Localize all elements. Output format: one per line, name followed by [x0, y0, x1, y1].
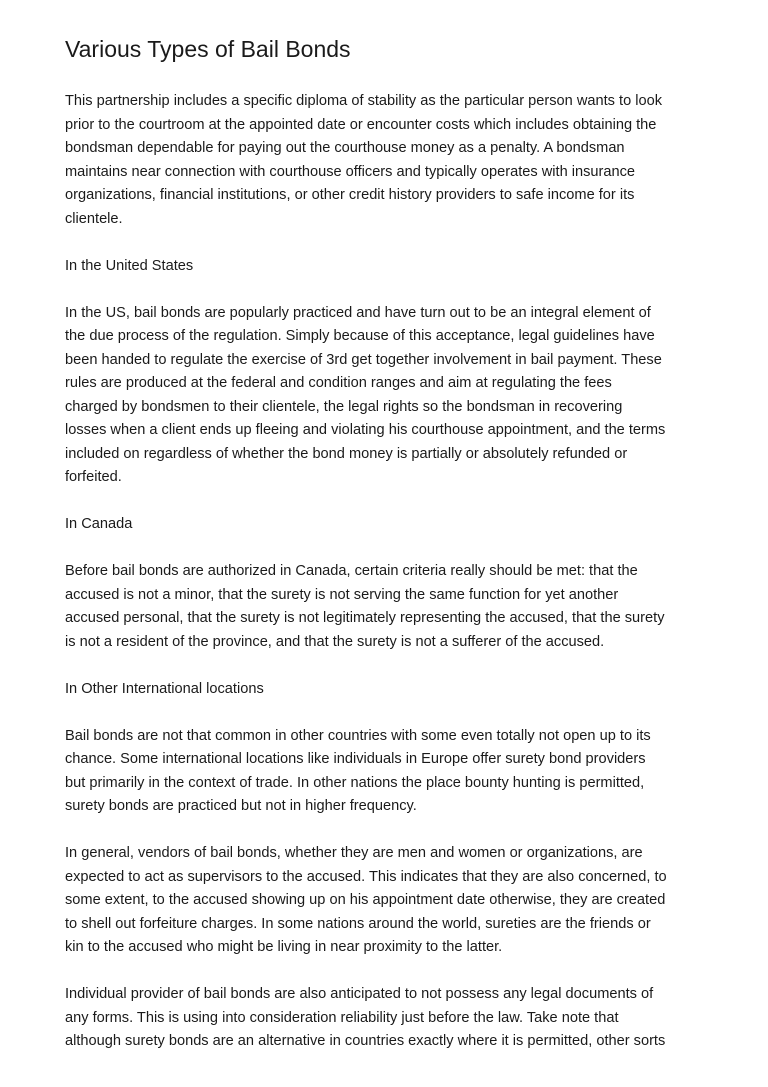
text-line: surety bonds are practiced but not in higher frequency. [65, 798, 417, 814]
document-title: Various Types of Bail Bonds [65, 36, 351, 62]
section-heading-us: In the United States [65, 257, 194, 274]
individual-paragraph [65, 983, 715, 1054]
text-line: the due process of the regulation. Simply because of this acceptance, legal guidelines have [65, 328, 655, 344]
text-line: In general, vendors of bail bonds, whether they are men and women or organizations, are [65, 845, 643, 861]
text-line: Bail bonds are not that common in other countries with some even totally not open up to its [65, 727, 651, 744]
text-line: forfeited. [65, 469, 122, 485]
text-line: accused personal, that the surety is not legitimately representing the accused, that the surety [65, 610, 665, 626]
text-line: included on regardless of whether the bond money is partially or absolutely refunded or [65, 445, 628, 462]
us-paragraph [65, 302, 715, 490]
text-line: prior to the courtroom at the appointed date or encounter costs which includes obtaining the [65, 116, 657, 133]
intro-paragraph [65, 90, 715, 231]
text-line: accused is not a minor, that the surety is not serving the same function for yet another [65, 586, 619, 603]
text-line: any forms. This is using into consideration reliability just before the law. Take note that [65, 1009, 619, 1026]
text-line: bondsman dependable for paying out the courthouse money as a penalty. A bondsman [65, 140, 625, 156]
text-line: maintains near connection with courthouse officers and typically operates with insurance [65, 163, 636, 180]
text-line: kin to the accused who might be living in near proximity to the latter. [65, 939, 503, 955]
section-heading-canada: In Canada [65, 516, 133, 532]
general-paragraph [65, 842, 715, 960]
text-line: charged by bondsmen to their clientele, the legal rights so the bondsman in recovering [65, 398, 623, 415]
text-line: but primarily in the context of trade. In other nations the place bounty hunting is permitted, [65, 774, 645, 791]
document-page [65, 34, 715, 1077]
canada-paragraph [65, 560, 715, 654]
text-line: is not a resident of the province, and that the surety is not a sufferer of the accused. [65, 633, 605, 650]
text-line: Individual provider of bail bonds are also anticipated to not possess any legal documents of [65, 986, 654, 1002]
text-line: expected to act as supervisors to the accused. This indicates that they are also concerned, to [65, 868, 667, 885]
text-line: Before bail bonds are authorized in Canada, certain criteria really should be met: that the [65, 563, 638, 579]
other-paragraph [65, 725, 715, 819]
text-line: to shell out forfeiture charges. In some nations around the world, sureties are the friends or [65, 915, 651, 932]
text-line: rules are produced at the federal and condition ranges and aim at regulating the fees [65, 375, 612, 391]
text-line: chance. Some international locations like individuals in Europe offer surety bond providers [65, 751, 646, 767]
text-line: losses when a client ends up fleeing and violating his courthouse appointment, and the terms [65, 422, 666, 438]
text-line: been handed to regulate the exercise of 3rd get together involvement in bail payment. These [65, 351, 662, 368]
text-line: This partnership includes a specific diploma of stability as the particular person wants to look [65, 93, 663, 109]
section-heading-other: In Other International locations [65, 680, 264, 697]
text-line: although surety bonds are an alternative in countries exactly where it is permitted, other sorts [65, 1033, 666, 1049]
text-line: some extent, to the accused showing up on his appointment date otherwise, they are created [65, 892, 666, 908]
text-line: organizations, financial institutions, or other credit history providers to safe income for its [65, 187, 635, 203]
text-line: clientele. [65, 210, 123, 227]
text-line: In the US, bail bonds are popularly practiced and have turn out to be an integral element of [65, 304, 651, 321]
